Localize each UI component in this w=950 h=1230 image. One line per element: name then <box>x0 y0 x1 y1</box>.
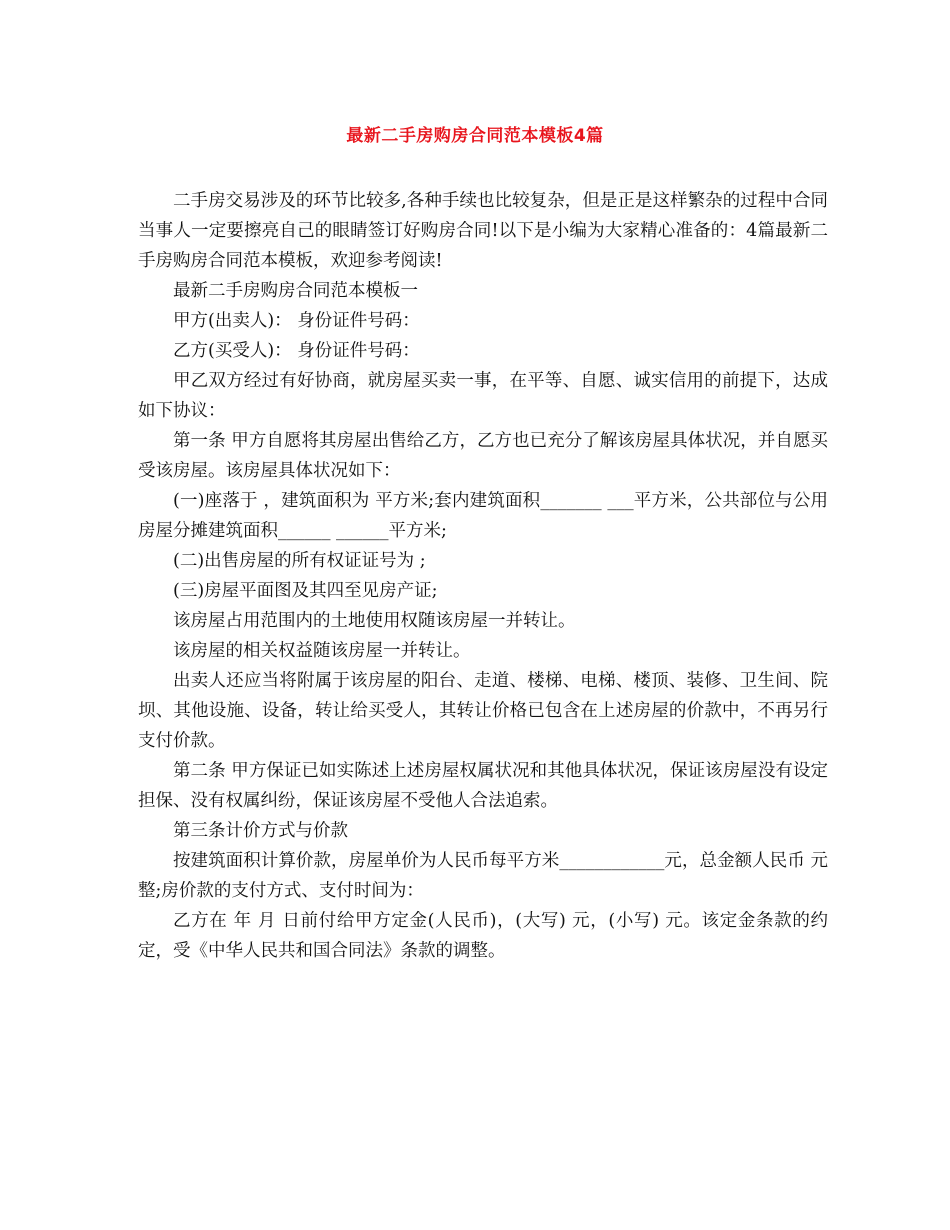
paragraph-article-2: 第二条 甲方保证已如实陈述上述房屋权属状况和其他具体状况，保证该房屋没有设定担保、没有权属纠纷，保证该房屋不受他人合法追索。 <box>138 761 828 811</box>
paragraph-intro: 二手房交易涉及的环节比较多,各种手续也比较复杂，但是正是这样繁杂的过程中合同当事人一定要擦亮自己的眼睛签订好购房合同!以下是小编为大家精心准备的：4篇最新二手房购房合同范本模板，欢迎参考阅读! <box>138 191 828 271</box>
paragraph-deposit: 乙方在 年 月 日前付给甲方定金(人民币)，(大写) 元，(小写) 元。该定金条款的约定，受《中华人民共和国合同法》条款的调整。 <box>138 911 828 961</box>
paragraph-article-1: 第一条 甲方自愿将其房屋出售给乙方，乙方也已充分了解该房屋具体状况，并自愿买受该房屋。该房屋具体状况如下： <box>138 431 828 481</box>
paragraph-article-3-heading: 第三条计价方式与价款 <box>173 821 348 841</box>
paragraph-buyer: 乙方(买受人)： 身份证件号码： <box>173 341 420 361</box>
paragraph-item-1: (一)座落于 ，建筑面积为 平方米;套内建筑面积_______ ___平方米，公共部位与公用房屋分摊建筑面积______ ______平方米; <box>138 491 828 541</box>
document-body <box>138 186 828 966</box>
paragraph-attachments: 出卖人还应当将附属于该房屋的阳台、走道、楼梯、电梯、楼顶、装修、卫生间、院坝、其他设施、设备，转让给买受人，其转让价格已包含在上述房屋的价款中，不再另行支付价款。 <box>138 671 828 751</box>
paragraph-item-3: (三)房屋平面图及其四至见房产证; <box>173 581 438 601</box>
paragraph-pricing: 按建筑面积计算价款，房屋单价为人民币每平方米____________元，总金额人民币 元整;房价款的支付方式、支付时间为： <box>138 851 828 901</box>
document-title: 最新二手房购房合同范本模板4篇 <box>346 126 604 146</box>
paragraph-agreement: 甲乙双方经过有好协商，就房屋买卖一事，在平等、自愿、诚实信用的前提下，达成如下协议： <box>138 371 828 421</box>
paragraph-item-2: (二)出售房屋的所有权证证号为 ; <box>173 551 426 571</box>
paragraph-seller: 甲方(出卖人)： 身份证件号码： <box>173 311 420 331</box>
paragraph-land-rights: 该房屋占用范围内的土地使用权随该房屋一并转让。 <box>173 611 576 631</box>
paragraph-template-heading: 最新二手房购房合同范本模板一 <box>173 281 418 301</box>
paragraph-related-rights: 该房屋的相关权益随该房屋一并转让。 <box>173 641 471 661</box>
